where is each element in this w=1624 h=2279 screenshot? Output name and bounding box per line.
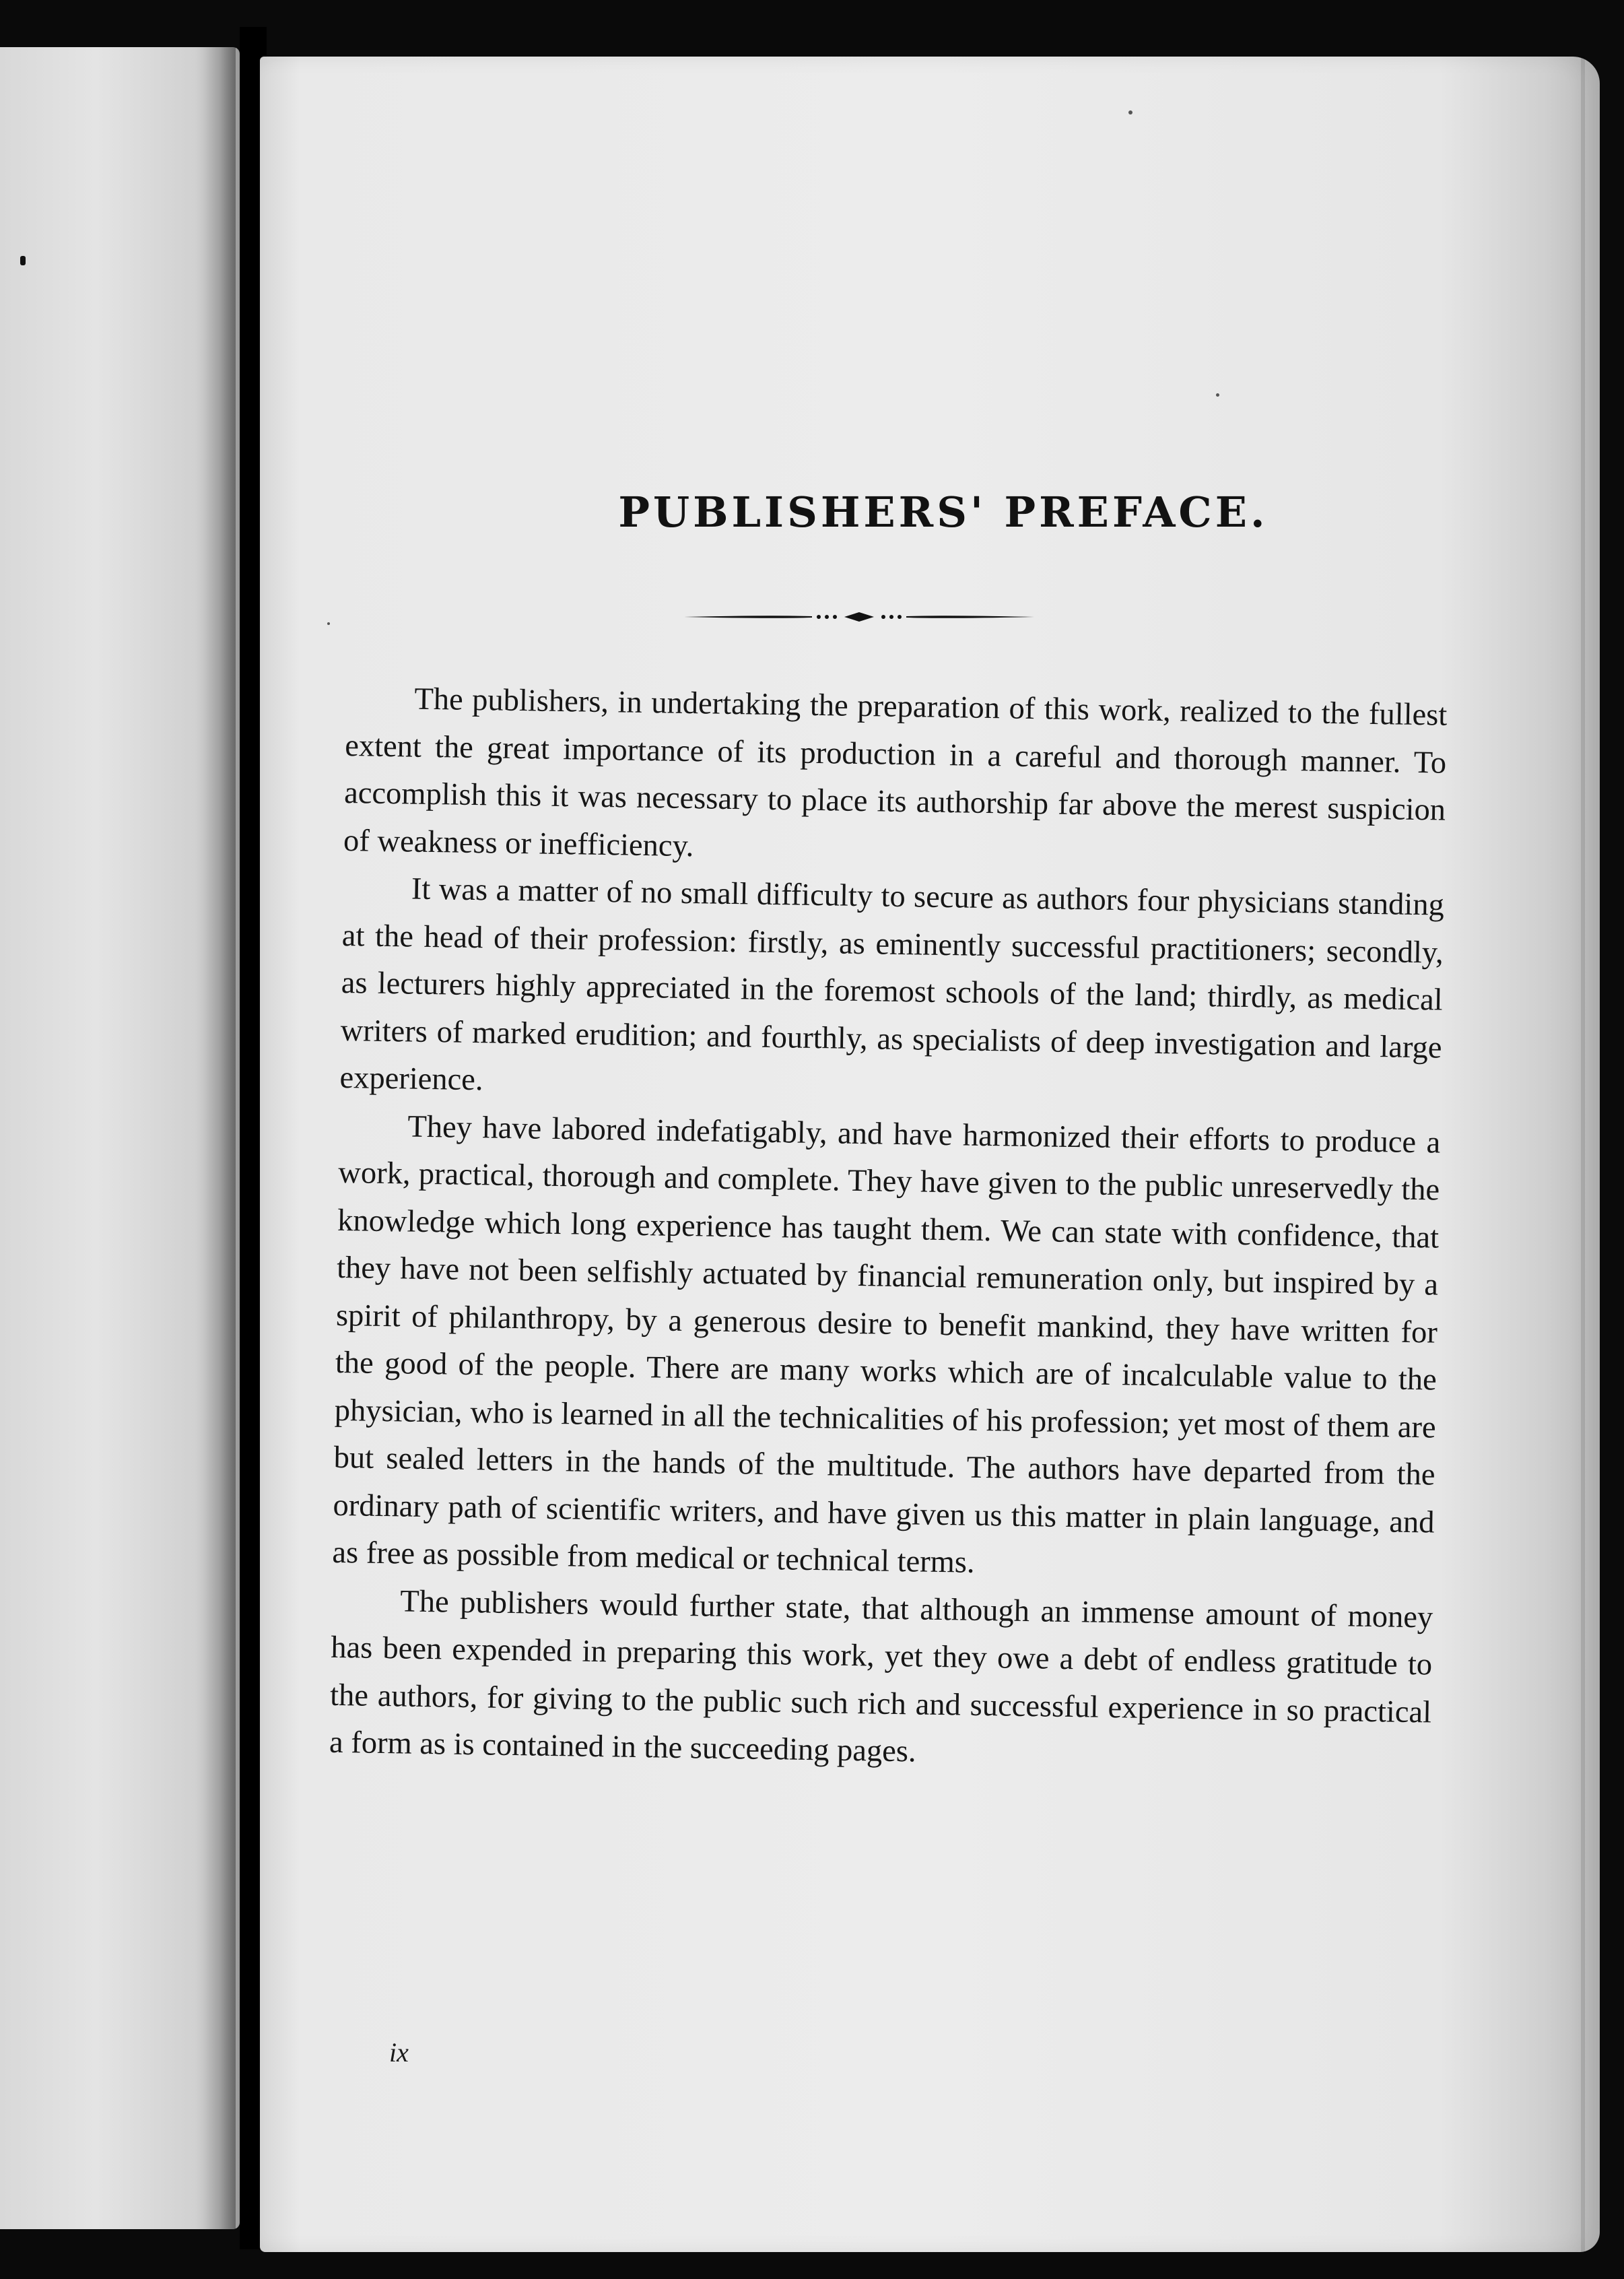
page-number: ix xyxy=(389,2037,409,2068)
preface-body xyxy=(329,675,1448,1784)
page-title: PUBLISHERS' PREFACE. xyxy=(618,488,1268,537)
facing-page-fold-shadow xyxy=(195,47,236,2229)
paragraph: They have labored indefatigably, and have harmonized their efforts to produce a work, practical, thorough and complete. They have given to the public unreservedly the knowledge which long experience has taught them. We can state with confidence, that they have not been selfishly actuated by financial remuneration only, but inspired by a spirit of philanthropy, by a generous desire to benefit mankind, they have written for the good of the people. There are many works which are of incalculable value to the physician, who is learned in all the technicalities of his profession; yet most of them are but sealed letters in the hands of the multitude. The authors have departed from the ordinary path of scientific writers, and have given us this matter in plain language, and as free as possible from medical or technical terms. xyxy=(332,1109,1441,1580)
paper-speck xyxy=(1216,393,1219,397)
paper-speck xyxy=(327,622,330,625)
ornament-rule-icon xyxy=(684,609,1034,625)
page-edge-shadow xyxy=(1581,57,1585,2252)
book-page xyxy=(260,57,1600,2252)
paragraph: It was a matter of no small difficulty to secure as authors four physicians standing at the head of their profession: firstly, as eminently successful practitioners; secondly, as lecturers highly appreciated in the foremost schools of the land; thirdly, as medical writers of marked erudition; and fourthly, as specialists of deep investigation and large experience. xyxy=(339,871,1445,1098)
paper-speck xyxy=(1128,110,1132,114)
paragraph: The publishers, in undertaking the preparation of this work, realized to the fullest extent the great importance of its production in a careful and thorough manner. To accomplish this it was necessary to place its authorship far above the merest suspicion of weakness or inefficiency. xyxy=(343,682,1448,863)
paragraph: The publishers would further state, that although an immense amount of money has been expended in preparing this work, yet they owe a debt of endless gratitude to the authors, for giving to the public such rich and successful experience in so practical a form as is contained in the succeeding pages. xyxy=(329,1583,1433,1769)
facing-page-mark xyxy=(20,256,26,265)
